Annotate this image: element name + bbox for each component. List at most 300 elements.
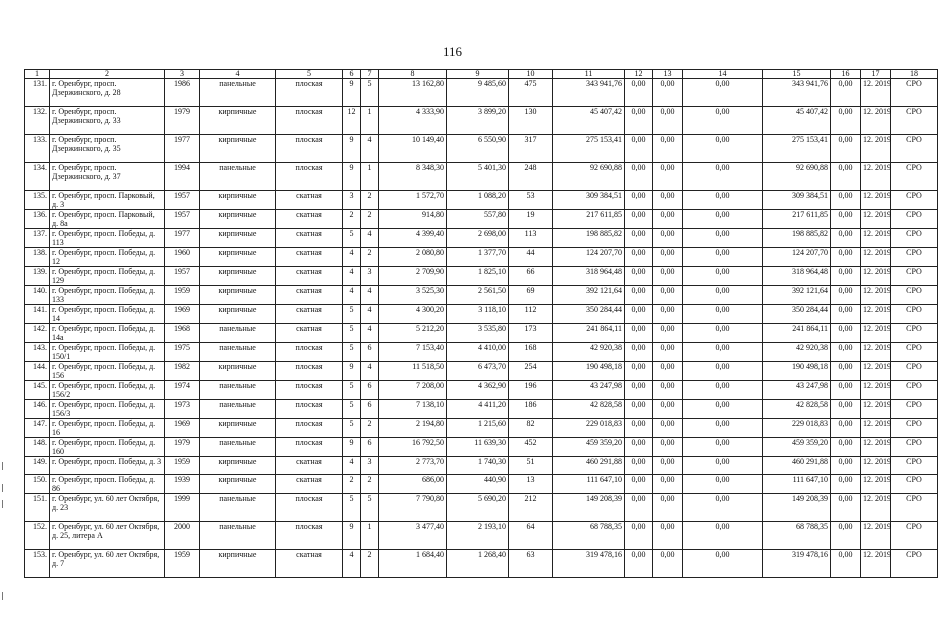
cell-term: 12. 2019 — [861, 305, 891, 324]
cell-floors: 5 — [343, 324, 361, 343]
cell-sum: 343 941,76 — [553, 79, 625, 107]
cell-wall: панельные — [200, 79, 276, 107]
cell-area: 7 153,40 — [379, 343, 447, 362]
cell-sum: 149 208,39 — [553, 494, 625, 522]
cell-n: 152. — [25, 522, 50, 550]
table-row — [25, 267, 938, 286]
cell-area2: 1 215,60 — [447, 419, 509, 438]
cell-n: 143. — [25, 343, 50, 362]
cell-c12: 0,00 — [625, 248, 653, 267]
cell-n: 139. — [25, 267, 50, 286]
cell-ent: 2 — [361, 550, 379, 578]
cell-c13: 0,00 — [653, 107, 683, 135]
cell-c15: 198 885,82 — [763, 229, 831, 248]
cell-wall: панельные — [200, 438, 276, 457]
cell-c14: 0,00 — [683, 324, 763, 343]
cell-addr: г. Оренбург, просп. Парковый, д. 8а — [50, 210, 165, 229]
cell-way: СРО — [891, 107, 938, 135]
cell-year: 1977 — [165, 135, 200, 163]
cell-addr: г. Оренбург, просп. Победы, д. 86 — [50, 475, 165, 494]
cell-c13: 0,00 — [653, 79, 683, 107]
cell-term: 12. 2019 — [861, 438, 891, 457]
cell-area2: 1 268,40 — [447, 550, 509, 578]
cell-roof: плоская — [276, 400, 343, 419]
table-row — [25, 163, 938, 191]
cell-roof: плоская — [276, 79, 343, 107]
cell-wall: кирпичные — [200, 457, 276, 475]
cell-way: СРО — [891, 229, 938, 248]
cell-wall: кирпичные — [200, 267, 276, 286]
cell-ent: 2 — [361, 419, 379, 438]
cell-people: 475 — [509, 79, 553, 107]
cell-c14: 0,00 — [683, 286, 763, 305]
cell-c16: 0,00 — [831, 286, 861, 305]
cell-area2: 5 690,20 — [447, 494, 509, 522]
cell-area: 5 212,20 — [379, 324, 447, 343]
cell-area: 7 138,10 — [379, 400, 447, 419]
cell-addr: г. Оренбург, просп. Победы, д. 133 — [50, 286, 165, 305]
cell-year: 1969 — [165, 305, 200, 324]
cell-floors: 2 — [343, 475, 361, 494]
cell-c14: 0,00 — [683, 475, 763, 494]
cell-addr: г. Оренбург, ул. 60 лет Октября, д. 23 — [50, 494, 165, 522]
cell-c12: 0,00 — [625, 163, 653, 191]
cell-c16: 0,00 — [831, 163, 861, 191]
cell-year: 1977 — [165, 229, 200, 248]
cell-c15: 275 153,41 — [763, 135, 831, 163]
cell-term: 12. 2019 — [861, 324, 891, 343]
cell-area2: 4 410,00 — [447, 343, 509, 362]
cell-c12: 0,00 — [625, 286, 653, 305]
cell-c13: 0,00 — [653, 457, 683, 475]
cell-c14: 0,00 — [683, 381, 763, 400]
cell-area2: 2 698,00 — [447, 229, 509, 248]
cell-c13: 0,00 — [653, 267, 683, 286]
cell-term: 12. 2019 — [861, 163, 891, 191]
cell-year: 1957 — [165, 210, 200, 229]
cell-sum: 42 828,58 — [553, 400, 625, 419]
cell-people: 82 — [509, 419, 553, 438]
cell-area2: 440,90 — [447, 475, 509, 494]
cell-c14: 0,00 — [683, 419, 763, 438]
cell-term: 12. 2019 — [861, 343, 891, 362]
cell-area: 2 773,70 — [379, 457, 447, 475]
cell-c16: 0,00 — [831, 248, 861, 267]
cell-roof: скатная — [276, 210, 343, 229]
cell-c16: 0,00 — [831, 400, 861, 419]
cell-ent: 5 — [361, 494, 379, 522]
cell-addr: г. Оренбург, просп. Победы, д. 156/2 — [50, 381, 165, 400]
cell-area: 1 684,40 — [379, 550, 447, 578]
cell-ent: 6 — [361, 400, 379, 419]
cell-way: СРО — [891, 457, 938, 475]
cell-floors: 12 — [343, 107, 361, 135]
cell-people: 248 — [509, 163, 553, 191]
cell-floors: 5 — [343, 400, 361, 419]
cell-c12: 0,00 — [625, 210, 653, 229]
scan-edge-mark — [2, 592, 3, 600]
cell-c13: 0,00 — [653, 400, 683, 419]
cell-way: СРО — [891, 550, 938, 578]
cell-area: 4 333,90 — [379, 107, 447, 135]
cell-way: СРО — [891, 210, 938, 229]
column-header: 6 — [343, 70, 361, 79]
cell-year: 1999 — [165, 494, 200, 522]
cell-roof: плоская — [276, 381, 343, 400]
cell-addr: г. Оренбург, просп. Победы, д. 113 — [50, 229, 165, 248]
cell-people: 173 — [509, 324, 553, 343]
cell-c12: 0,00 — [625, 267, 653, 286]
cell-c12: 0,00 — [625, 305, 653, 324]
cell-people: 254 — [509, 362, 553, 381]
cell-c14: 0,00 — [683, 343, 763, 362]
cell-area2: 3 899,20 — [447, 107, 509, 135]
cell-people: 64 — [509, 522, 553, 550]
cell-ent: 2 — [361, 191, 379, 210]
cell-area: 3 525,30 — [379, 286, 447, 305]
table-row — [25, 248, 938, 267]
cell-people: 53 — [509, 191, 553, 210]
cell-ent: 1 — [361, 163, 379, 191]
cell-way: СРО — [891, 135, 938, 163]
cell-wall: кирпичные — [200, 550, 276, 578]
cell-area: 4 399,40 — [379, 229, 447, 248]
cell-term: 12. 2019 — [861, 107, 891, 135]
cell-ent: 6 — [361, 381, 379, 400]
cell-ent: 1 — [361, 522, 379, 550]
cell-c15: 319 478,16 — [763, 550, 831, 578]
cell-year: 1939 — [165, 475, 200, 494]
cell-addr: г. Оренбург, просп. Победы, д. 150/1 — [50, 343, 165, 362]
cell-sum: 124 207,70 — [553, 248, 625, 267]
cell-wall: кирпичные — [200, 210, 276, 229]
cell-addr: г. Оренбург, просп. Дзержинского, д. 28 — [50, 79, 165, 107]
scan-edge-mark — [2, 500, 3, 508]
cell-n: 137. — [25, 229, 50, 248]
cell-wall: панельные — [200, 381, 276, 400]
cell-c16: 0,00 — [831, 438, 861, 457]
cell-c15: 111 647,10 — [763, 475, 831, 494]
column-header: 18 — [891, 70, 938, 79]
cell-sum: 190 498,18 — [553, 362, 625, 381]
cell-people: 19 — [509, 210, 553, 229]
cell-area: 11 518,50 — [379, 362, 447, 381]
cell-n: 134. — [25, 163, 50, 191]
cell-c13: 0,00 — [653, 163, 683, 191]
cell-c12: 0,00 — [625, 438, 653, 457]
cell-c12: 0,00 — [625, 343, 653, 362]
cell-wall: кирпичные — [200, 248, 276, 267]
cell-roof: скатная — [276, 475, 343, 494]
cell-c16: 0,00 — [831, 457, 861, 475]
column-header: 12 — [625, 70, 653, 79]
cell-term: 12. 2019 — [861, 191, 891, 210]
cell-people: 51 — [509, 457, 553, 475]
cell-area2: 4 362,90 — [447, 381, 509, 400]
scan-edge-mark — [2, 462, 3, 470]
cell-wall: панельные — [200, 343, 276, 362]
cell-floors: 4 — [343, 457, 361, 475]
cell-term: 12. 2019 — [861, 475, 891, 494]
cell-term: 12. 2019 — [861, 494, 891, 522]
cell-way: СРО — [891, 400, 938, 419]
cell-sum: 275 153,41 — [553, 135, 625, 163]
cell-sum: 459 359,20 — [553, 438, 625, 457]
cell-wall: панельные — [200, 494, 276, 522]
column-header: 17 — [861, 70, 891, 79]
cell-year: 1959 — [165, 457, 200, 475]
cell-addr: г. Оренбург, просп. Победы, д. 3 — [50, 457, 165, 475]
cell-area2: 6 473,70 — [447, 362, 509, 381]
cell-addr: г. Оренбург, ул. 60 лет Октября, д. 25, литера А — [50, 522, 165, 550]
cell-roof: скатная — [276, 267, 343, 286]
cell-c12: 0,00 — [625, 135, 653, 163]
cell-n: 133. — [25, 135, 50, 163]
cell-c15: 149 208,39 — [763, 494, 831, 522]
column-header: 9 — [447, 70, 509, 79]
cell-ent: 2 — [361, 210, 379, 229]
cell-c16: 0,00 — [831, 419, 861, 438]
table-row — [25, 229, 938, 248]
cell-wall: кирпичные — [200, 362, 276, 381]
cell-c15: 460 291,88 — [763, 457, 831, 475]
cell-area: 10 149,40 — [379, 135, 447, 163]
cell-wall: кирпичные — [200, 107, 276, 135]
cell-ent: 4 — [361, 305, 379, 324]
cell-addr: г. Оренбург, просп. Победы, д. 14а — [50, 324, 165, 343]
cell-c15: 217 611,85 — [763, 210, 831, 229]
cell-term: 12. 2019 — [861, 229, 891, 248]
cell-sum: 198 885,82 — [553, 229, 625, 248]
cell-floors: 3 — [343, 191, 361, 210]
cell-year: 1974 — [165, 381, 200, 400]
cell-roof: плоская — [276, 135, 343, 163]
cell-wall: кирпичные — [200, 135, 276, 163]
cell-roof: плоская — [276, 343, 343, 362]
cell-floors: 9 — [343, 79, 361, 107]
cell-area2: 11 639,30 — [447, 438, 509, 457]
cell-way: СРО — [891, 248, 938, 267]
cell-c16: 0,00 — [831, 267, 861, 286]
cell-n: 153. — [25, 550, 50, 578]
cell-c15: 229 018,83 — [763, 419, 831, 438]
table-row — [25, 79, 938, 107]
cell-year: 2000 — [165, 522, 200, 550]
cell-c15: 343 941,76 — [763, 79, 831, 107]
cell-c14: 0,00 — [683, 522, 763, 550]
cell-area2: 1 088,20 — [447, 191, 509, 210]
cell-way: СРО — [891, 475, 938, 494]
column-header: 13 — [653, 70, 683, 79]
cell-area: 914,80 — [379, 210, 447, 229]
cell-sum: 217 611,85 — [553, 210, 625, 229]
cell-c15: 459 359,20 — [763, 438, 831, 457]
cell-year: 1959 — [165, 286, 200, 305]
cell-c14: 0,00 — [683, 362, 763, 381]
cell-floors: 4 — [343, 248, 361, 267]
cell-floors: 5 — [343, 419, 361, 438]
cell-ent: 4 — [361, 286, 379, 305]
cell-term: 12. 2019 — [861, 362, 891, 381]
cell-c16: 0,00 — [831, 305, 861, 324]
cell-c12: 0,00 — [625, 522, 653, 550]
cell-area: 13 162,80 — [379, 79, 447, 107]
table-row — [25, 419, 938, 438]
cell-sum: 43 247,98 — [553, 381, 625, 400]
column-header: 10 — [509, 70, 553, 79]
cell-c16: 0,00 — [831, 229, 861, 248]
cell-wall: кирпичные — [200, 475, 276, 494]
cell-c15: 318 964,48 — [763, 267, 831, 286]
cell-area2: 1 825,10 — [447, 267, 509, 286]
table-row — [25, 324, 938, 343]
cell-area: 1 572,70 — [379, 191, 447, 210]
cell-c13: 0,00 — [653, 286, 683, 305]
cell-people: 212 — [509, 494, 553, 522]
cell-roof: скатная — [276, 457, 343, 475]
cell-c14: 0,00 — [683, 135, 763, 163]
cell-term: 12. 2019 — [861, 457, 891, 475]
cell-sum: 392 121,64 — [553, 286, 625, 305]
cell-c15: 309 384,51 — [763, 191, 831, 210]
cell-c13: 0,00 — [653, 305, 683, 324]
cell-c14: 0,00 — [683, 210, 763, 229]
cell-ent: 2 — [361, 248, 379, 267]
cell-year: 1960 — [165, 248, 200, 267]
cell-c15: 42 828,58 — [763, 400, 831, 419]
table-row — [25, 381, 938, 400]
cell-n: 138. — [25, 248, 50, 267]
cell-n: 145. — [25, 381, 50, 400]
cell-c16: 0,00 — [831, 475, 861, 494]
cell-area2: 2 193,10 — [447, 522, 509, 550]
cell-c16: 0,00 — [831, 210, 861, 229]
cell-area2: 6 550,90 — [447, 135, 509, 163]
cell-floors: 9 — [343, 438, 361, 457]
cell-roof: скатная — [276, 324, 343, 343]
cell-c14: 0,00 — [683, 400, 763, 419]
cell-c15: 392 121,64 — [763, 286, 831, 305]
cell-sum: 45 407,42 — [553, 107, 625, 135]
cell-year: 1975 — [165, 343, 200, 362]
cell-roof: плоская — [276, 362, 343, 381]
cell-year: 1979 — [165, 107, 200, 135]
cell-people: 196 — [509, 381, 553, 400]
cell-wall: кирпичные — [200, 419, 276, 438]
cell-way: СРО — [891, 522, 938, 550]
cell-area: 7 208,00 — [379, 381, 447, 400]
cell-addr: г. Оренбург, просп. Победы, д. 16 — [50, 419, 165, 438]
cell-sum: 319 478,16 — [553, 550, 625, 578]
cell-area2: 3 118,10 — [447, 305, 509, 324]
cell-addr: г. Оренбург, просп. Парковый, д. 3 — [50, 191, 165, 210]
cell-n: 150. — [25, 475, 50, 494]
cell-year: 1994 — [165, 163, 200, 191]
cell-term: 12. 2019 — [861, 210, 891, 229]
cell-c15: 42 920,38 — [763, 343, 831, 362]
cell-n: 144. — [25, 362, 50, 381]
cell-n: 141. — [25, 305, 50, 324]
cell-wall: панельные — [200, 400, 276, 419]
cell-c16: 0,00 — [831, 362, 861, 381]
cell-ent: 1 — [361, 107, 379, 135]
cell-addr: г. Оренбург, просп. Победы, д. 129 — [50, 267, 165, 286]
cell-wall: панельные — [200, 522, 276, 550]
cell-way: СРО — [891, 191, 938, 210]
table-row — [25, 400, 938, 419]
cell-year: 1969 — [165, 419, 200, 438]
cell-c12: 0,00 — [625, 400, 653, 419]
cell-people: 63 — [509, 550, 553, 578]
cell-c13: 0,00 — [653, 229, 683, 248]
cell-c13: 0,00 — [653, 475, 683, 494]
cell-way: СРО — [891, 343, 938, 362]
cell-area2: 2 561,50 — [447, 286, 509, 305]
cell-c12: 0,00 — [625, 457, 653, 475]
cell-c13: 0,00 — [653, 210, 683, 229]
cell-c16: 0,00 — [831, 107, 861, 135]
cell-way: СРО — [891, 438, 938, 457]
cell-floors: 9 — [343, 163, 361, 191]
cell-c14: 0,00 — [683, 305, 763, 324]
cell-roof: скатная — [276, 305, 343, 324]
cell-area2: 557,80 — [447, 210, 509, 229]
cell-n: 149. — [25, 457, 50, 475]
cell-year: 1968 — [165, 324, 200, 343]
cell-c13: 0,00 — [653, 381, 683, 400]
cell-term: 12. 2019 — [861, 248, 891, 267]
cell-year: 1959 — [165, 550, 200, 578]
cell-sum: 68 788,35 — [553, 522, 625, 550]
cell-floors: 9 — [343, 522, 361, 550]
column-header: 4 — [200, 70, 276, 79]
cell-people: 112 — [509, 305, 553, 324]
cell-n: 147. — [25, 419, 50, 438]
cell-people: 66 — [509, 267, 553, 286]
cell-c16: 0,00 — [831, 191, 861, 210]
cell-c14: 0,00 — [683, 457, 763, 475]
table-row — [25, 191, 938, 210]
cell-wall: кирпичные — [200, 229, 276, 248]
cell-c13: 0,00 — [653, 522, 683, 550]
cell-n: 140. — [25, 286, 50, 305]
cell-floors: 4 — [343, 286, 361, 305]
cell-addr: г. Оренбург, просп. Победы, д. 14 — [50, 305, 165, 324]
cell-c14: 0,00 — [683, 229, 763, 248]
cell-people: 44 — [509, 248, 553, 267]
cell-c13: 0,00 — [653, 343, 683, 362]
cell-term: 12. 2019 — [861, 267, 891, 286]
cell-c13: 0,00 — [653, 248, 683, 267]
cell-addr: г. Оренбург, просп. Дзержинского, д. 33 — [50, 107, 165, 135]
cell-year: 1986 — [165, 79, 200, 107]
cell-c12: 0,00 — [625, 419, 653, 438]
cell-ent: 3 — [361, 457, 379, 475]
cell-c16: 0,00 — [831, 79, 861, 107]
cell-sum: 350 284,44 — [553, 305, 625, 324]
cell-ent: 3 — [361, 267, 379, 286]
cell-term: 12. 2019 — [861, 419, 891, 438]
table-row — [25, 362, 938, 381]
table-body — [25, 79, 938, 578]
table-header-row — [25, 70, 938, 79]
cell-area: 2 080,80 — [379, 248, 447, 267]
table-row — [25, 305, 938, 324]
cell-c12: 0,00 — [625, 324, 653, 343]
cell-way: СРО — [891, 362, 938, 381]
cell-c12: 0,00 — [625, 229, 653, 248]
cell-wall: кирпичные — [200, 305, 276, 324]
